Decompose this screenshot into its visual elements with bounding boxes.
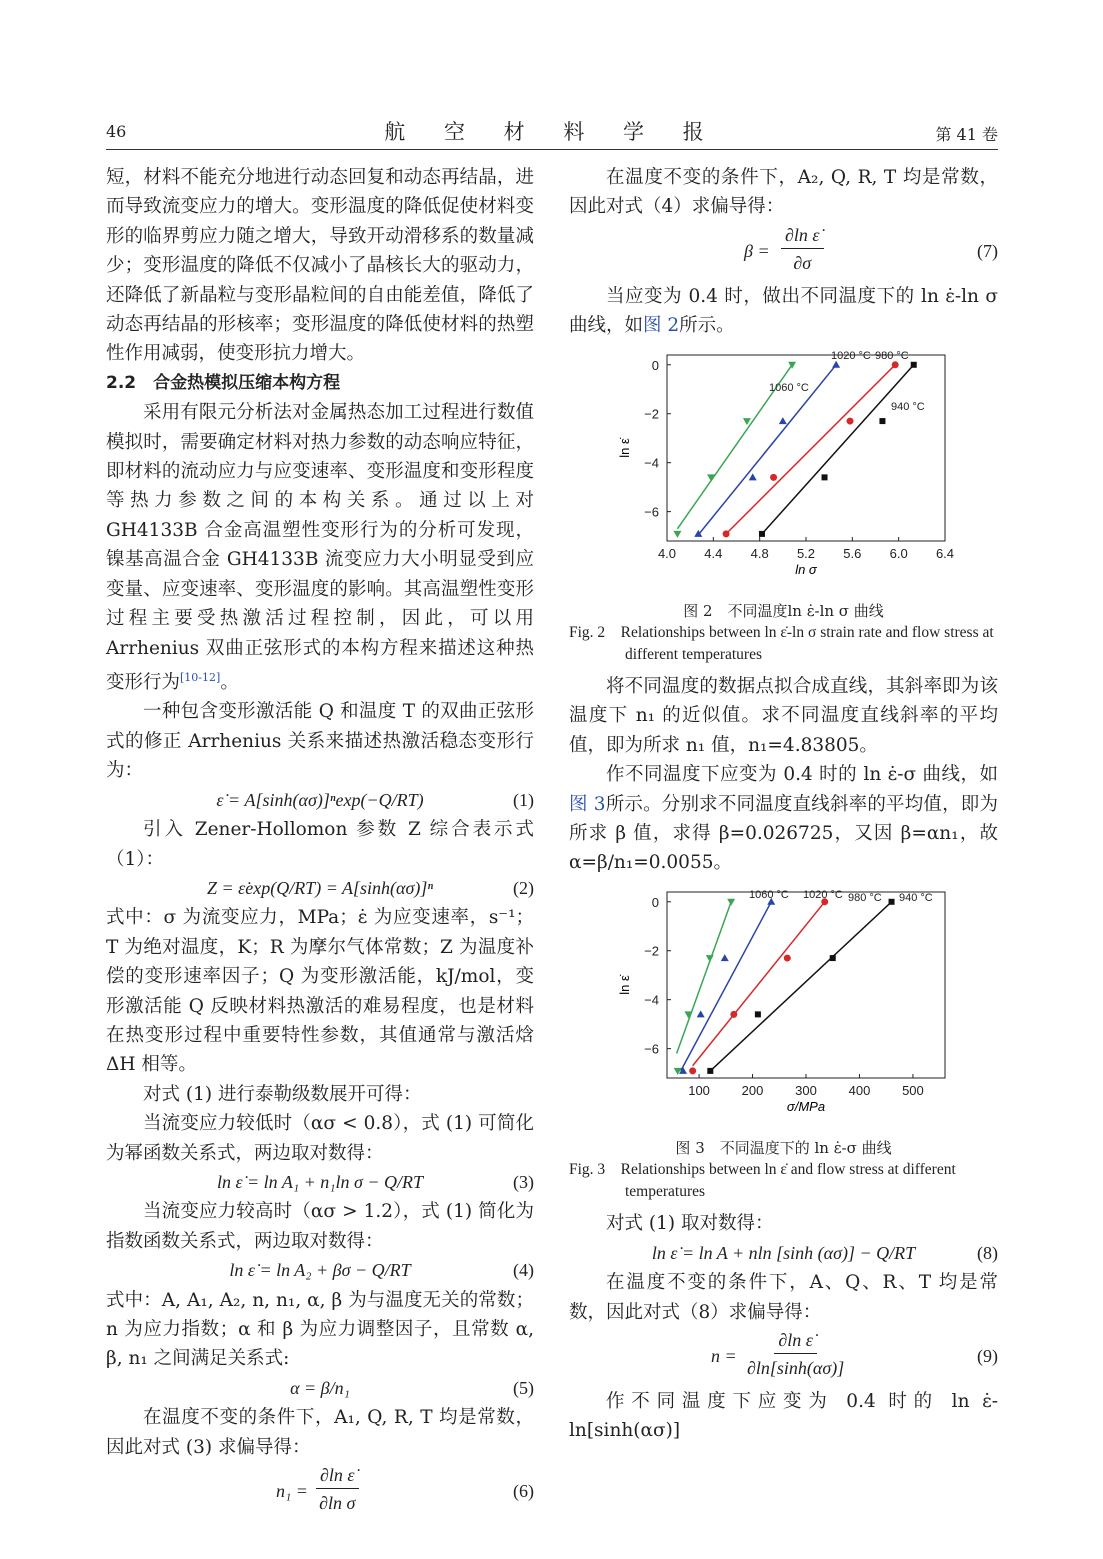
figure-2 — [569, 347, 998, 666]
x-axis-label: ln σ — [795, 561, 817, 577]
data-point — [847, 417, 854, 424]
y-tick-label: −4 — [644, 455, 659, 471]
paragraph: 当流变应力较高时（ασ > 1.2），式 (1) 简化为指数函数关系式，两边取对数得： — [106, 1201, 534, 1252]
series-label-1060: 1060 °C — [749, 888, 789, 901]
page-number: 46 — [106, 122, 127, 141]
data-point — [770, 473, 777, 480]
fit-line — [677, 902, 732, 1054]
equation-4: ln ε̇ = ln A₂ + βσ − Q/RT (4) — [229, 1260, 534, 1281]
figure-3 — [569, 884, 998, 1203]
plot-frame — [667, 892, 945, 1078]
data-point — [689, 1067, 696, 1074]
data-point — [759, 531, 765, 537]
series-label-980: 980 °C — [875, 349, 909, 362]
journal-title: 航 空 材 料 学 报 — [384, 120, 720, 144]
data-point — [784, 954, 791, 961]
data-point — [743, 418, 751, 425]
citation-link[interactable]: [10-12] — [180, 670, 221, 684]
series-label-1020: 1020 °C — [803, 888, 843, 901]
data-point — [830, 955, 836, 961]
fit-line — [681, 902, 771, 1071]
equation-5: α = β/n₁ (5) — [290, 1377, 534, 1398]
x-tick-label: 6.0 — [889, 545, 908, 561]
y-tick-label: −4 — [644, 992, 659, 1008]
data-point — [721, 954, 729, 961]
x-tick-label: 500 — [902, 1082, 924, 1098]
x-tick-label: 100 — [688, 1082, 710, 1098]
x-tick-label: 5.2 — [796, 545, 816, 561]
y-axis-label: ln ε̇ — [617, 975, 632, 995]
series-label-940: 940 °C — [899, 891, 933, 904]
figure-3-chart — [569, 884, 998, 1124]
paragraph: 采用有限元分析法对金属热态加工过程进行数值模拟时，需要确定材料对热力参数的动态响应特征，即材料的流动应力与应变速率、变形温度和变形程度等热力参数之间的本构关系。通过以上对 GH4133B 合金高温塑性变形行为的分析可发现，镍基高温合金 GH4133B 流变应力大小明显受到应变量、应变速率、变形温度的影响。其高温塑性变形过程主要受热激活过程控制，因此，可以用 Arrhenius 双曲正弦形式的本构方程来描述这种热变形行为[10-12]。 — [106, 402, 534, 694]
x-tick-label: 4.0 — [657, 545, 677, 561]
x-tick-label: 4.4 — [704, 545, 723, 561]
series-label-1020: 1020 °C — [831, 349, 871, 362]
figure-3-caption-en: Fig. 3 Relationships between ln ε̇ and flow stress at different temperatures — [569, 1161, 956, 1201]
x-tick-label: 5.6 — [843, 545, 862, 561]
paragraph: 作不同温度下应变为 0.4 时的 ln ε̇-ln[sinh(ασ)] — [569, 1390, 998, 1442]
y-tick-label: −2 — [644, 943, 659, 959]
data-point — [697, 1010, 705, 1017]
series-label-940: 940 °C — [891, 400, 925, 413]
data-point — [706, 955, 714, 962]
paragraph: 作不同温度下应变为 0.4 时的 ln ε̇-σ 曲线，如图 3所示。分别求不同温度直线斜率的平均值，即为所求 β 值，求得 β=0.026725，又因 β=αn₁，故 α=β/n₁=0.0055。 — [569, 764, 998, 874]
x-tick-label: 6.4 — [935, 545, 955, 561]
figure-3-link[interactable]: 图 3 — [569, 793, 606, 815]
data-point — [892, 361, 899, 368]
equation-9: n = $\frac{\text{∂ln ε̇}}{\partial\ln[\sinh(\alpha\sigma)]}$ (9) — [569, 1327, 998, 1387]
data-point — [911, 361, 917, 367]
figure-2-caption-en: Fig. 2 Relationships between ln ε̇-ln σ strain rate and flow stress at different temperatures — [569, 624, 994, 664]
left-column — [106, 163, 534, 1522]
x-tick-label: 4.8 — [750, 545, 769, 561]
paragraph: 对式 (1) 进行泰勒级数展开可得： — [143, 1083, 422, 1105]
data-point — [879, 418, 885, 424]
equation-2: Z = ε̇exp(Q/RT) = A[sinh(ασ)]ⁿ (2) — [206, 877, 534, 898]
figure-3-caption-cn: 图 3 不同温度下的 ln ε̇-σ 曲线 — [675, 1139, 892, 1158]
equation-8: ln ε̇ = ln A + nln [sinh (ασ)] − Q/RT (8) — [651, 1242, 998, 1263]
data-point — [749, 473, 757, 480]
page-header — [106, 116, 998, 150]
y-tick-label: −2 — [644, 406, 659, 422]
data-point — [723, 530, 730, 537]
series-label-1060: 1060 °C — [769, 381, 809, 394]
paragraph: 式中：σ 为流变应力，MPa；ε̇ 为应变速率，s⁻¹；T 为绝对温度，K；R 为摩尔气体常数；Z 为温度补偿的变形速率因子；Q 为变形激活能，kJ/mol，变形激活能 Q 反映材料热激活的难易程度，也是材料在热变形过程中重要特性参数，其值通常与激活焓ΔH 相等。 — [106, 907, 534, 1076]
x-tick-label: 300 — [795, 1082, 817, 1098]
paragraph: 引入 Zener-Hollomon 参数 Z 综合表示式（1）： — [106, 819, 534, 870]
fit-line — [698, 364, 836, 534]
x-tick-label: 400 — [848, 1082, 871, 1098]
right-column — [569, 163, 998, 1446]
paragraph: 对式 (1) 取对数得： — [606, 1213, 774, 1235]
paragraph: 当应变为 0.4 时，做出不同温度下的 ln ε̇-ln σ 曲线，如图 2所示。 — [569, 285, 998, 337]
data-point — [822, 474, 828, 480]
figure-2-caption-cn: 图 2 不同温度ln ε̇-ln σ 曲线 — [683, 602, 884, 621]
data-point — [727, 899, 735, 906]
y-tick-label: 0 — [651, 894, 659, 910]
paragraph: 当流变应力较低时（ασ < 0.8），式 (1) 可简化为幂函数关系式，两边取对数得： — [106, 1113, 534, 1164]
fit-line — [710, 902, 891, 1071]
y-axis-label: ln ε̇ — [617, 437, 632, 458]
data-point — [889, 899, 895, 905]
paragraph: 在温度不变的条件下，A₂, Q, R, T 均是常数，因此对式（4）求偏导得： — [569, 167, 998, 218]
x-axis-label: σ/MPa — [786, 1098, 826, 1114]
equation-7: β = $\frac{\text{∂ln ε̇}}{\partial\sigma}$ (7) — [569, 222, 998, 282]
equation-6: n₁ = $\frac{\text{∂ln ε̇}}{\text{∂ln σ}}$ (6) — [106, 1462, 534, 1522]
data-point — [707, 1068, 713, 1074]
paragraph: 在温度不变的条件下，A₁, Q, R, T 均是常数，因此对式 (3) 求偏导得： — [106, 1407, 534, 1458]
fit-line — [726, 364, 895, 533]
x-tick-label: 200 — [741, 1082, 764, 1098]
paragraph: 在温度不变的条件下，A、Q、R、T 均是常数，因此对式（8）求偏导得： — [569, 1272, 998, 1323]
figure-2-link[interactable]: 图 2 — [643, 315, 680, 337]
paragraph: 式中：A, A₁, A₂, n, n₁, α, β 为与温度无关的常数；n 为应力指数；α 和 β 为应力调整因子，且常数 α, β, n₁ 之间满足关系式: — [106, 1289, 534, 1370]
y-tick-label: 0 — [651, 357, 659, 373]
paragraph: 将不同温度的数据点拟合成直线，其斜率即为该温度下 n₁ 的近似值。求不同温度直线斜率的平均值，即为所求 n₁ 值，n₁=4.83805。 — [569, 676, 998, 756]
section-heading: 2.2 合金热模拟压缩本构方程 — [106, 372, 341, 393]
figure-2-chart — [569, 347, 998, 587]
data-point — [730, 1011, 737, 1018]
volume-label: 第 41 卷 — [935, 125, 998, 144]
equation-3: ln ε̇ = ln A₁ + n₁ln σ − Q/RT (3) — [216, 1171, 534, 1192]
equation-1: ε̇ = A[sinh(ασ)]ⁿexp(−Q/RT) (1) — [216, 789, 534, 810]
y-tick-label: −6 — [644, 504, 659, 520]
paragraph: 短，材料不能充分地进行动态回复和动态再结晶，进而导致流变应力的增大。变形温度的降低促使材料变形的临界剪应力随之增大，导致开动滑移系的数量减少；变形温度的降低不仅减小了晶核长大的驱动力，还降低了新晶粒与变形晶粒间的自由能差值，降低了动态再结晶的形核率；变形温度的降低使材料的热塑性作用减弱，使变形抗力增大。 — [106, 167, 534, 365]
paragraph: 一种包含变形激活能 Q 和温度 T 的双曲正弦形式的修正 Arrhenius 关系来描述热激活稳态变形行为： — [106, 701, 534, 782]
data-point — [779, 417, 787, 424]
data-point — [673, 531, 681, 538]
data-point — [755, 1011, 761, 1017]
series-label-980: 980 °C — [848, 891, 882, 904]
y-tick-label: −6 — [644, 1041, 659, 1057]
